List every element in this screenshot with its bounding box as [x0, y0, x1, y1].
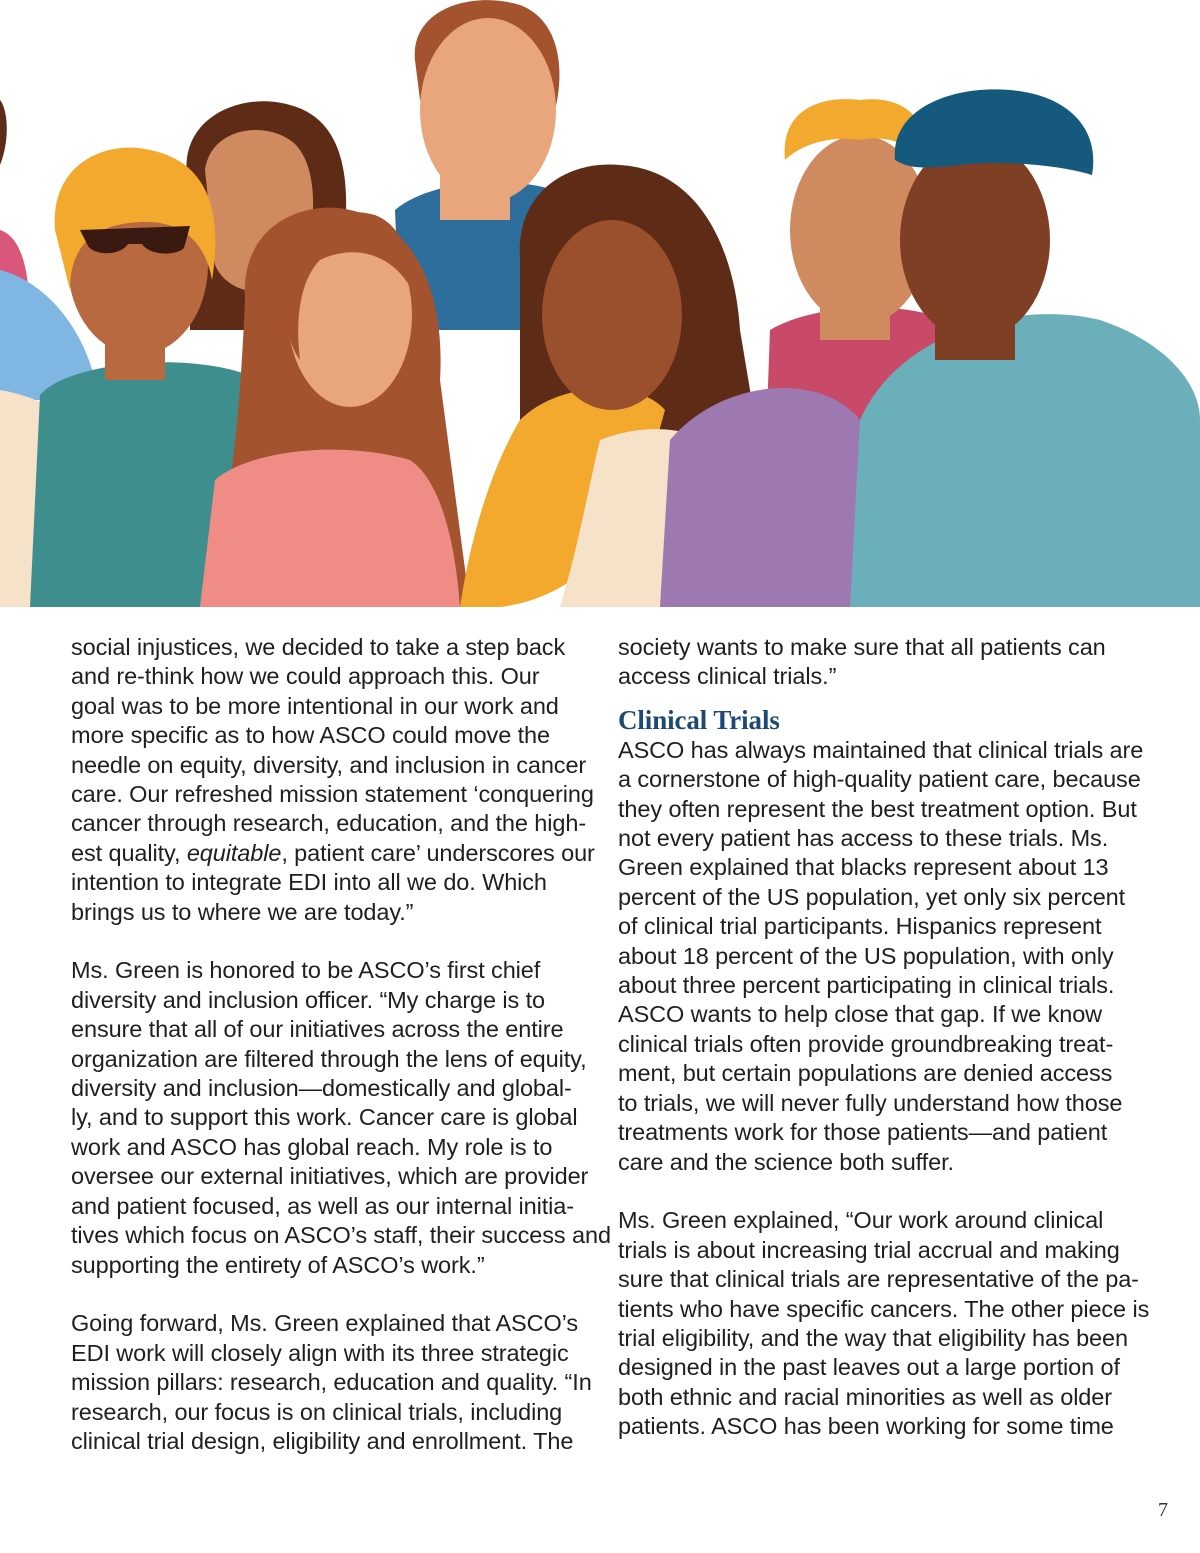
text-line: ment, but certain populations are denied access	[618, 1060, 1113, 1087]
text-line: clinical trial design, eligibility and enrollment. The	[71, 1427, 574, 1454]
beret-icon	[895, 89, 1094, 175]
people-illustration	[0, 0, 1200, 607]
text-line: supporting the entirety of ASCO’s work.”	[71, 1251, 485, 1278]
paragraph	[71, 956, 611, 1279]
text-line: to trials, we will never fully understand how those	[618, 1089, 1123, 1116]
text-line: society wants to make sure that all patients can	[618, 634, 1106, 660]
purple-shirt	[660, 388, 880, 607]
text-line: more specific as to how ASCO could move the	[71, 722, 550, 749]
text-line: ly, and to support this work. Cancer care is global	[71, 1104, 578, 1131]
text-line: treatments work for those patients—and patient	[618, 1119, 1108, 1146]
text-line: access clinical trials.”	[618, 663, 837, 690]
text-line: and re-think how we could approach this. Our	[71, 663, 540, 690]
text-line: oversee our external initiatives, which are provider	[71, 1163, 589, 1190]
text-line: Going forward, Ms. Green explained that ASCO’s	[71, 1310, 578, 1337]
auburn-woman-top	[200, 450, 460, 607]
text-line: ASCO wants to help close that gap. If we know	[618, 1001, 1103, 1028]
text-line: sure that clinical trials are representative of the pa-	[618, 1266, 1139, 1293]
beret-man-face	[900, 140, 1050, 340]
text-line: Ms. Green is honored to be ASCO’s first chief	[71, 957, 541, 984]
text-line: care. Our refreshed mission statement ‘conquering	[71, 781, 594, 808]
left-edge-hair	[0, 100, 7, 165]
text-line: ensure that all of our initiatives across the entire	[71, 1016, 564, 1043]
emphasis: equitable	[186, 839, 282, 866]
section-heading: Clinical Trials	[618, 704, 780, 735]
text-line: diversity and inclusion officer. “My charge is to	[71, 986, 546, 1013]
text-line: about three percent participating in clinical trials.	[618, 972, 1115, 999]
text-line: tients who have specific cancers. The other piece is	[618, 1295, 1150, 1322]
text-line: of clinical trial participants. Hispanics represent	[618, 913, 1102, 940]
text-line: Green explained that blacks represent about 13	[618, 854, 1109, 881]
text-line: care and the science both suffer.	[618, 1148, 954, 1175]
text-line: trial eligibility, and the way that eligibility has been	[618, 1324, 1128, 1351]
text-line: and patient focused, as well as our internal initia-	[71, 1192, 574, 1219]
text-line: patients. ASCO has been working for some time	[618, 1413, 1114, 1440]
text-line: a cornerstone of high-quality patient care, because	[618, 766, 1141, 793]
text-line: diversity and inclusion—domestically and global-	[71, 1075, 572, 1102]
text-line: tives which focus on ASCO’s staff, their success and	[71, 1222, 611, 1249]
right-column	[618, 633, 1150, 1442]
text-line: trials is about increasing trial accrual and making	[618, 1236, 1120, 1263]
text-line: work and ASCO has global reach. My role is to	[71, 1133, 553, 1160]
paragraph	[71, 633, 595, 927]
text-line: Ms. Green explained, “Our work around clinical	[618, 1207, 1104, 1234]
tall-man-face	[420, 18, 556, 202]
text-line: needle on equity, diversity, and inclusion in cancer	[71, 751, 587, 778]
text-line: mission pillars: research, education and quality. “In	[71, 1369, 592, 1396]
text-line: EDI work will closely align with its three strategic	[71, 1339, 569, 1366]
page-number: 7	[1158, 1499, 1168, 1521]
hero-illustration	[0, 0, 1200, 607]
text-line: ASCO has always maintained that clinical trials are	[618, 736, 1144, 763]
paragraph	[618, 1206, 1150, 1441]
text-line: clinical trials often provide groundbreaking treat-	[618, 1030, 1114, 1057]
text-line: they often represent the best treatment option. But	[618, 795, 1137, 822]
paragraph	[618, 633, 1133, 692]
text-line: goal was to be more intentional in our work and	[71, 692, 559, 719]
text-line: both ethnic and racial minorities as well as older	[618, 1383, 1112, 1410]
text-line: intention to integrate EDI into all we do. Which	[71, 869, 547, 896]
text-line: est quality, equitable, patient care’ underscores our	[71, 839, 595, 866]
paragraph	[71, 1309, 592, 1456]
text-line: not every patient has access to these trials. Ms.	[618, 825, 1109, 852]
text-line: social injustices, we decided to take a step back	[71, 634, 566, 660]
text-line: organization are filtered through the lens of equity,	[71, 1045, 587, 1072]
scarf-woman-face	[542, 220, 682, 410]
text-line: research, our focus is on clinical trials, including	[71, 1398, 563, 1425]
left-column	[71, 633, 611, 1456]
text-line: about 18 percent of the US population, with only	[618, 942, 1114, 969]
paragraph	[618, 736, 1144, 1177]
text-line: cancer through research, education, and the high-	[71, 810, 587, 837]
text-line: percent of the US population, yet only six percent	[618, 883, 1126, 910]
text-line: brings us to where we are today.”	[71, 898, 414, 925]
text-line: designed in the past leaves out a large portion of	[618, 1354, 1120, 1381]
